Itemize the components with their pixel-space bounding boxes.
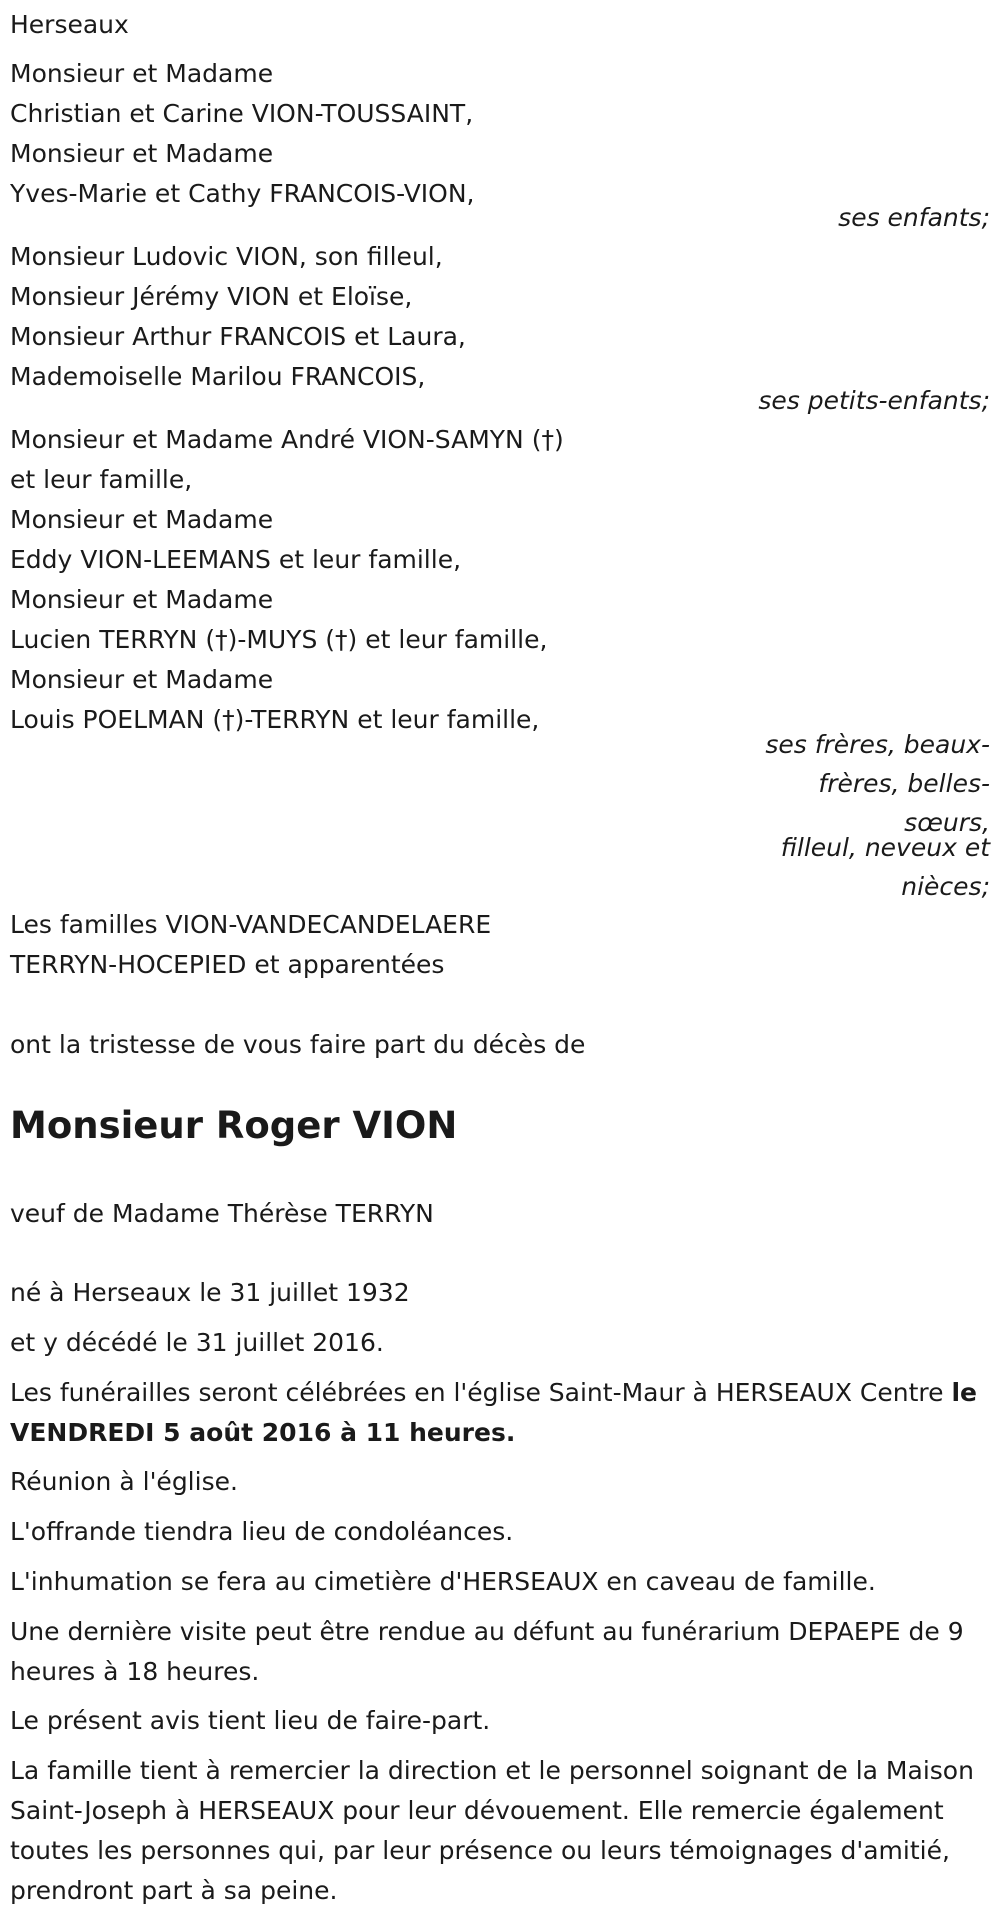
children-line: Monsieur et Madame bbox=[10, 59, 274, 88]
siblings-role-4: filleul, neveux et bbox=[780, 833, 990, 862]
siblings-line: Monsieur et Madame bbox=[10, 585, 274, 614]
detail-faire-part: Le présent avis tient lieu de faire-part. bbox=[10, 1706, 491, 1735]
detail-remerciements: La famille tient à remercier la direction et le personnel soignant de la Maison Saint-Joseph à HERSEAUX pour leur dévouement. Elle remercie également toutes les personnes qui, par leur présence ou leurs témoignages d'amitié, prendront part à sa peine. bbox=[10, 1756, 974, 1905]
children-line: Yves-Marie et Cathy FRANCOIS-VION, bbox=[10, 179, 475, 208]
siblings-line: Monsieur et Madame bbox=[10, 505, 274, 534]
families-list bbox=[10, 905, 491, 985]
detail-offrande: L'offrande tiendra lieu de condoléances. bbox=[10, 1517, 514, 1546]
grandchildren-line: Monsieur Arthur FRANCOIS et Laura, bbox=[10, 322, 466, 351]
families-line: TERRYN-HOCEPIED et apparentées bbox=[10, 950, 445, 979]
deceased-name: Monsieur Roger VION bbox=[10, 1104, 458, 1147]
death-info: et y décédé le 31 juillet 2016. bbox=[10, 1328, 384, 1357]
funeral-date: le VENDREDI 5 août 2016 à 11 heures. bbox=[10, 1378, 977, 1447]
grandchildren-list bbox=[10, 237, 466, 397]
siblings-line: Monsieur et Madame bbox=[10, 665, 274, 694]
grandchildren-line: Monsieur Jérémy VION et Eloïse, bbox=[10, 282, 413, 311]
grandchildren-role: ses petits-enfants; bbox=[758, 386, 990, 415]
siblings-line: et leur famille, bbox=[10, 465, 193, 494]
funeral-info bbox=[10, 1373, 985, 1453]
children-line: Monsieur et Madame bbox=[10, 139, 274, 168]
detail-reunion: Réunion à l'église. bbox=[10, 1467, 238, 1496]
place-heading: Herseaux bbox=[10, 10, 129, 39]
children-role: ses enfants; bbox=[838, 203, 990, 232]
siblings-line: Lucien TERRYN (†)-MUYS (†) et leur famille, bbox=[10, 625, 548, 654]
siblings-role-2: frères, belles- bbox=[818, 769, 990, 798]
children-line: Christian et Carine VION-TOUSSAINT, bbox=[10, 99, 474, 128]
birth-info: né à Herseaux le 31 juillet 1932 bbox=[10, 1278, 410, 1307]
announcement-text: ont la tristesse de vous faire part du décès de bbox=[10, 1030, 586, 1059]
grandchildren-line: Monsieur Ludovic VION, son filleul, bbox=[10, 242, 443, 271]
funeral-text: Les funérailles seront célébrées en l'église Saint-Maur à HERSEAUX Centre bbox=[10, 1378, 952, 1407]
siblings-role-5: nièces; bbox=[901, 872, 990, 901]
siblings-line: Eddy VION-LEEMANS et leur famille, bbox=[10, 545, 462, 574]
siblings-role-3: sœurs, bbox=[904, 808, 990, 837]
detail-inhumation: L'inhumation se fera au cimetière d'HERSEAUX en caveau de famille. bbox=[10, 1567, 876, 1596]
families-line: Les familles VION-VANDECANDELAERE bbox=[10, 910, 492, 939]
siblings-list bbox=[10, 420, 564, 740]
siblings-role-1: ses frères, beaux- bbox=[765, 730, 990, 759]
widower-of: veuf de Madame Thérèse TERRYN bbox=[10, 1199, 434, 1228]
siblings-line: Louis POELMAN (†)-TERRYN et leur famille, bbox=[10, 705, 540, 734]
detail-visite: Une dernière visite peut être rendue au défunt au funérarium DEPAEPE de 9 heures à 18 heures. bbox=[10, 1617, 964, 1686]
siblings-line: Monsieur et Madame André VION-SAMYN (†) bbox=[10, 425, 564, 454]
grandchildren-line: Mademoiselle Marilou FRANCOIS, bbox=[10, 362, 426, 391]
children-list bbox=[10, 54, 475, 214]
